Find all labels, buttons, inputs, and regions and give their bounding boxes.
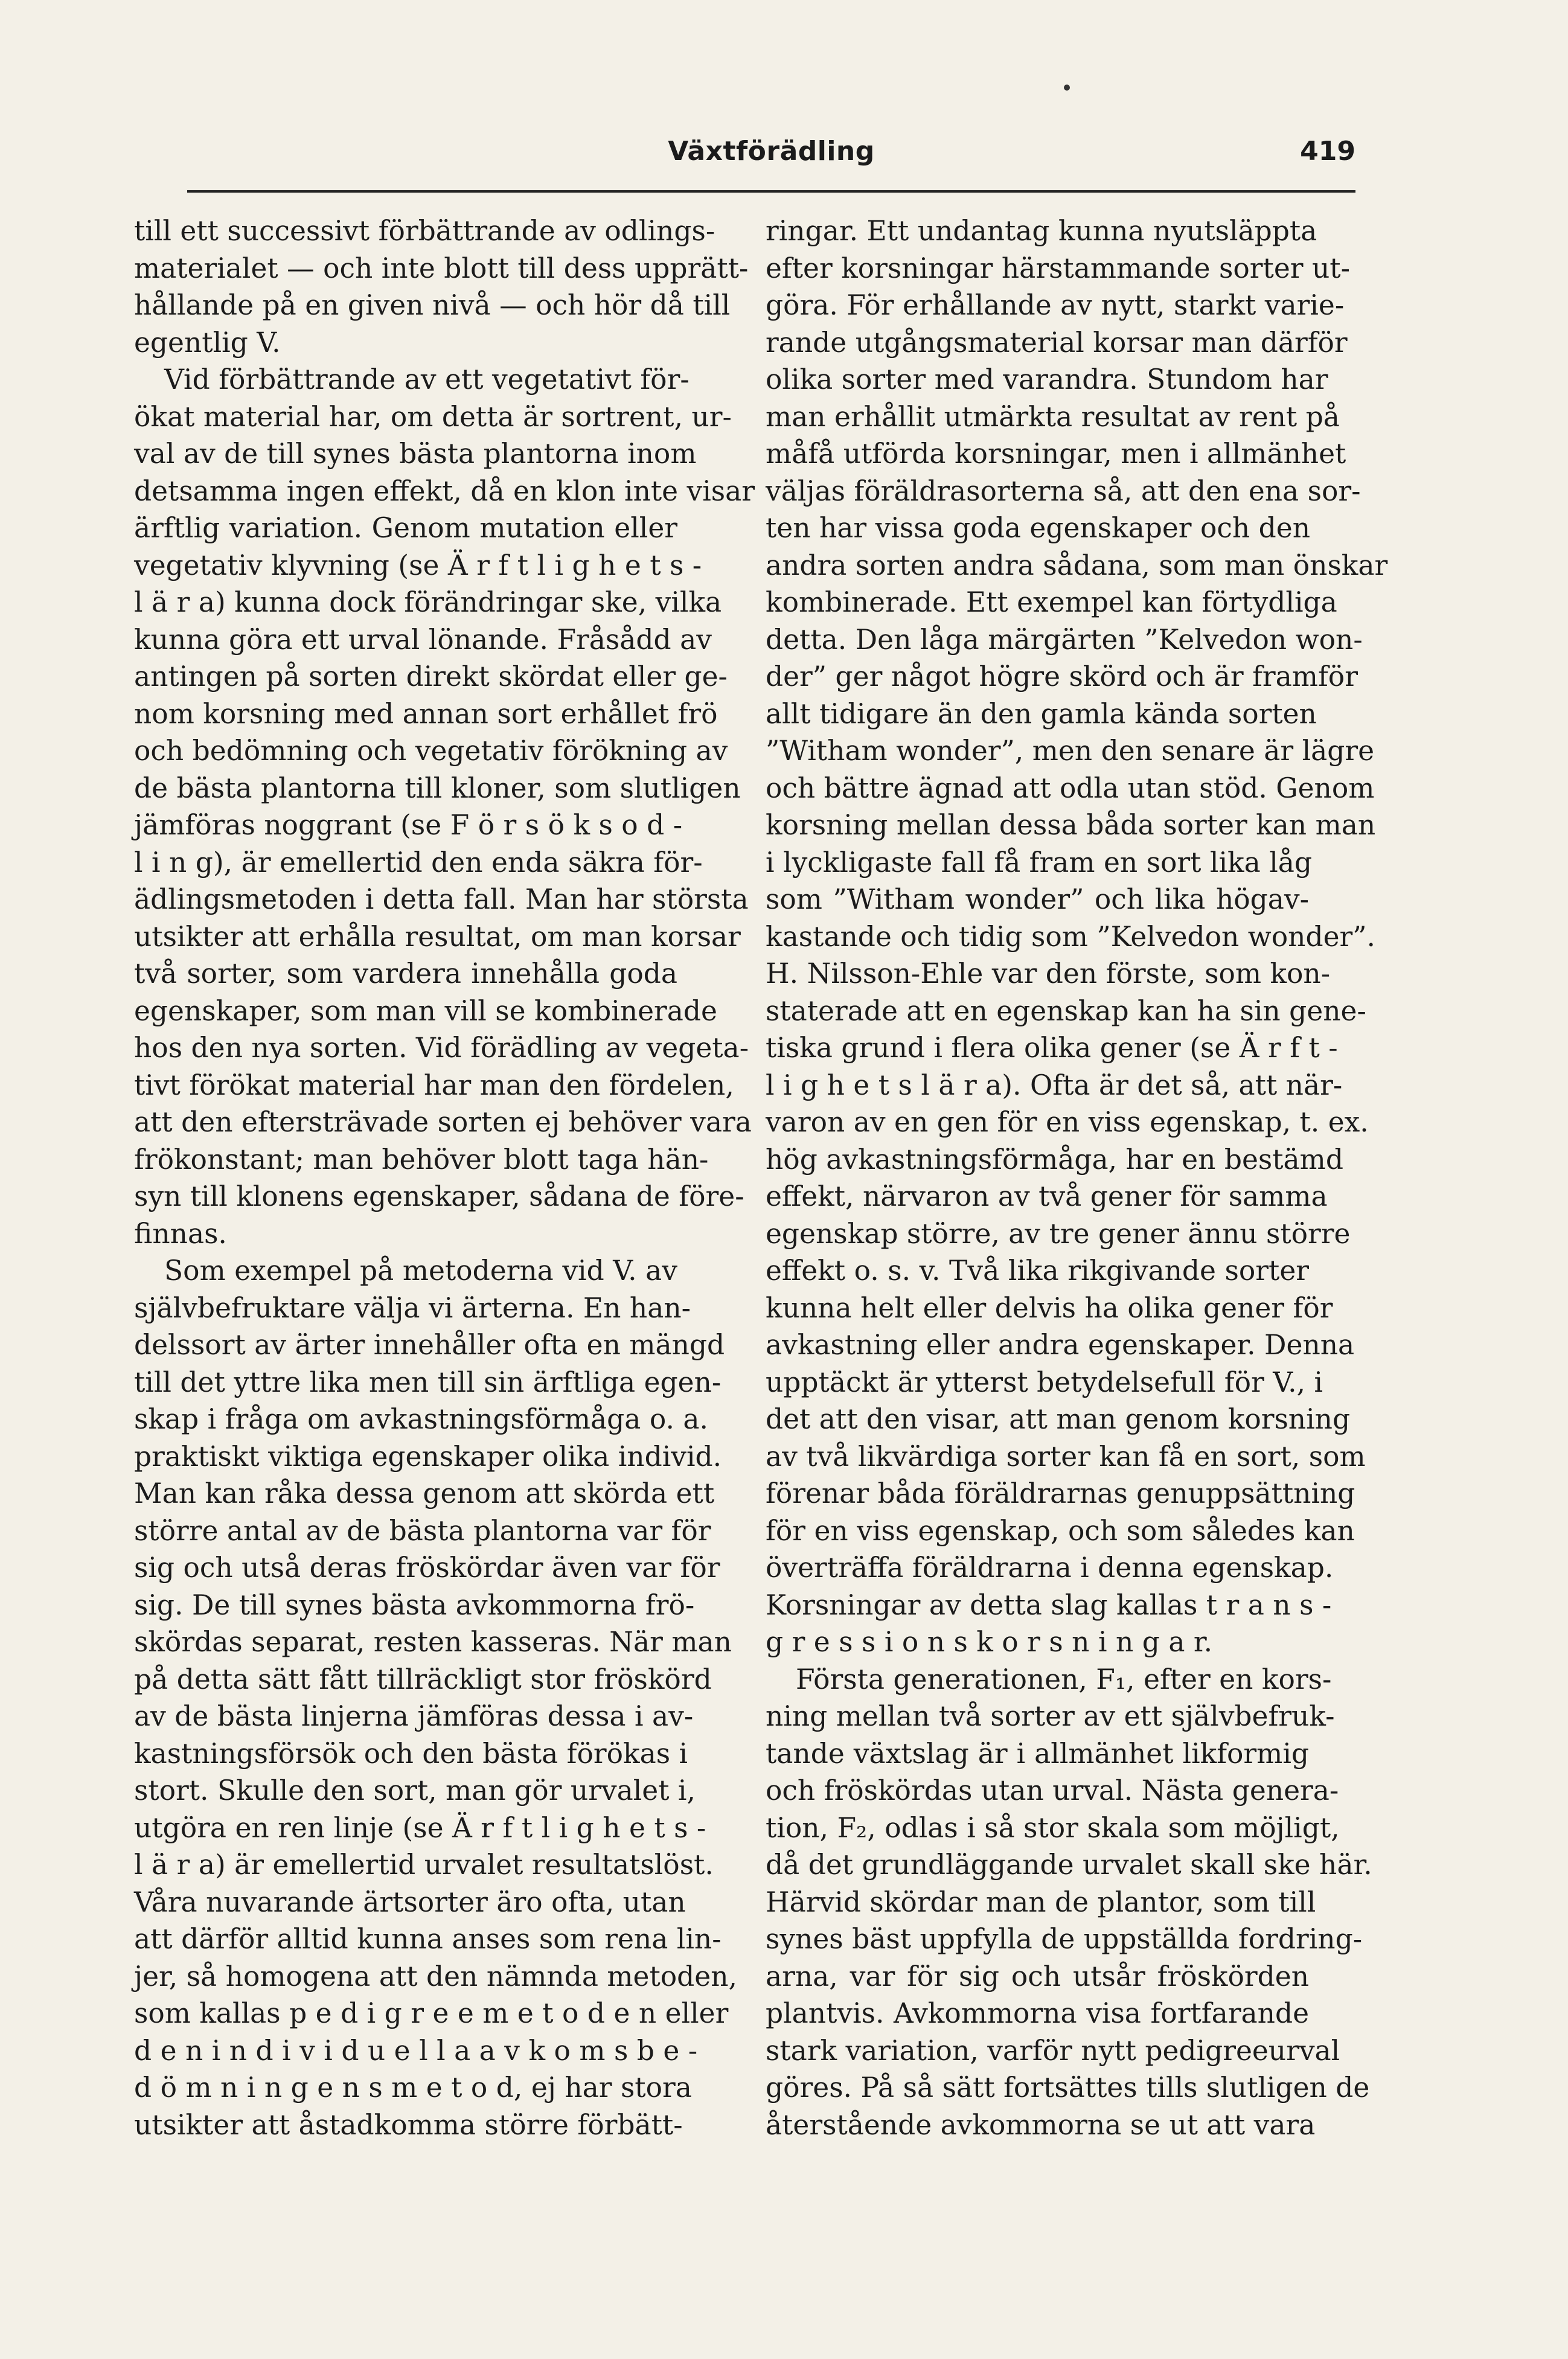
text-line: då det grundläggande urvalet skall ske här. — [766, 1849, 1372, 1881]
text-line: stort. Skulle den sort, man gör urvalet i, — [134, 1775, 696, 1807]
right-text-column — [766, 213, 1388, 2143]
text-line: tion, F₂, odlas i så stor skala som möjligt, — [766, 1811, 1340, 1844]
text-line: utsikter att erhålla resultat, om man korsar — [134, 920, 741, 953]
text-line: hög avkastningsförmåga, har en bestämd — [766, 1143, 1343, 1176]
text-line: d e n i n d i v i d u e l l a a v k o m s b e - — [134, 2034, 698, 2067]
text-line: kastande och tidig som ”Kelvedon wonder”. — [766, 920, 1375, 953]
running-title: Växtförädling — [668, 136, 875, 167]
text-line: ning mellan två sorter av ett självbefruk- — [766, 1700, 1335, 1732]
text-line: och bättre ägnad att odla utan stöd. Genom — [766, 772, 1375, 804]
text-line: det att den visar, att man genom korsning — [766, 1403, 1351, 1435]
text-line: synes bäst uppfylla de uppställda fordring- — [766, 1923, 1363, 1955]
text-line: kunna göra ett urval lönande. Fråsådd av — [134, 623, 712, 656]
page-number: 419 — [1300, 136, 1355, 167]
text-line: andra sorten andra sådana, som man önskar — [766, 549, 1388, 581]
text-line: Första generationen, F₁, efter en kors- — [796, 1663, 1332, 1695]
text-line: hållande på en given nivå — och hör då till — [134, 289, 731, 321]
text-line: Korsningar av detta slag kallas t r a n s - — [766, 1589, 1332, 1621]
text-line: Härvid skördar man de plantor, som till — [766, 1886, 1316, 1918]
text-line: H. Nilsson-Ehle var den förste, som kon- — [766, 958, 1331, 990]
text-line: staterade att en egenskap kan ha sin gene- — [766, 994, 1366, 1027]
text-line: allt tidigare än den gamla kända sorten — [766, 697, 1317, 730]
text-line: kunna helt eller delvis ha olika gener för — [766, 1292, 1333, 1324]
text-line: sig. De till synes bästa avkommorna frö- — [134, 1589, 695, 1621]
text-line: hos den nya sorten. Vid förädling av vegeta- — [134, 1032, 749, 1064]
text-line: Man kan råka dessa genom att skörda ett — [134, 1477, 715, 1509]
text-line: stark variation, varför nytt pedigreeurval — [766, 2034, 1340, 2067]
text-line: tande växtslag är i allmänhet likformig — [766, 1737, 1309, 1770]
text-line: överträffa föräldrarna i denna egenskap. — [766, 1552, 1334, 1584]
text-line: göres. På så sätt fortsättes tills slutligen de — [766, 2072, 1370, 2104]
text-line: d ö m n i n g e n s m e t o d, ej har stora — [134, 2072, 692, 2104]
text-line: egentlig V. — [134, 326, 281, 359]
text-line: l ä r a) kunna dock förändringar ske, vilka — [134, 586, 722, 618]
text-line: självbefruktare välja vi ärterna. En han- — [134, 1292, 691, 1324]
text-line: frökonstant; man behöver blott taga hän- — [134, 1143, 709, 1176]
text-line: utgöra en ren linje (se Ä r f t l i g h e t s - — [134, 1811, 706, 1844]
text-line: sig och utså deras fröskördar även var för — [134, 1552, 720, 1584]
text-line: man erhållit utmärkta resultat av rent på — [766, 400, 1340, 433]
text-line: materialet — och inte blott till dess upprätt- — [134, 252, 749, 284]
text-line: för en viss egenskap, och som således kan — [766, 1514, 1355, 1547]
text-line: vegetativ klyvning (se Ä r f t l i g h e t s - — [134, 549, 702, 581]
text-line: egenskaper, som man vill se kombinerade — [134, 994, 717, 1027]
text-line: och bedömning och vegetativ förökning av — [134, 735, 728, 767]
text-line: skördas separat, resten kasseras. När man — [134, 1626, 732, 1658]
left-text-column — [134, 213, 755, 2143]
text-line: Vid förbättrande av ett vegetativt för- — [164, 363, 690, 395]
text-line: ädlingsmetoden i detta fall. Man har största — [134, 883, 749, 915]
text-line: detta. Den låga märgärten ”Kelvedon won- — [766, 623, 1363, 656]
text-line: l i g h e t s l ä r a). Ofta är det så, att när- — [766, 1069, 1343, 1101]
text-line: varon av en gen för en viss egenskap, t. ex. — [766, 1106, 1369, 1138]
text-line: ökat material har, om detta är sortrent, ur- — [134, 400, 732, 433]
text-line: utsikter att åstadkomma större förbätt- — [134, 2108, 683, 2141]
text-line: två sorter, som vardera innehålla goda — [134, 958, 677, 990]
text-line: effekt, närvaron av två gener för samma — [766, 1180, 1328, 1212]
text-line: på detta sätt fått tillräckligt stor fröskörd — [134, 1663, 712, 1695]
text-line: att därför alltid kunna anses som rena lin- — [134, 1923, 722, 1955]
text-line: plantvis. Avkommorna visa fortfarande — [766, 1997, 1309, 2029]
text-line: tivt förökat material har man den fördelen, — [134, 1069, 734, 1101]
page-header — [187, 124, 1355, 193]
text-line: till det yttre lika men till sin ärftliga egen- — [134, 1366, 722, 1398]
text-line: ringar. Ett undantag kunna nyutsläppta — [766, 215, 1317, 247]
text-line: tiska grund i flera olika gener (se Ä r f t - — [766, 1032, 1338, 1064]
text-line: till ett successivt förbättrande av odlings- — [134, 215, 715, 247]
text-line: korsning mellan dessa båda sorter kan man — [766, 809, 1376, 841]
text-line: Som exempel på metoderna vid V. av — [164, 1255, 677, 1287]
print-speck — [1064, 85, 1070, 91]
text-line: väljas föräldrasorterna så, att den ena sor- — [766, 475, 1361, 507]
text-line: jämföras noggrant (se F ö r s ö k s o d - — [134, 809, 683, 841]
text-line: jer, så homogena att den nämnda metoden, — [134, 1960, 737, 1993]
text-line: kombinerade. Ett exempel kan förtydliga — [766, 586, 1337, 618]
text-line: kastningsförsök och den bästa förökas i — [134, 1737, 688, 1770]
text-line: avkastning eller andra egenskaper. Denna — [766, 1329, 1355, 1361]
text-line: l i n g), är emellertid den enda säkra för- — [134, 846, 703, 879]
text-line: val av de till synes bästa plantorna inom — [134, 438, 697, 470]
text-line: Våra nuvarande ärtsorter äro ofta, utan — [134, 1886, 686, 1918]
text-line: arna, var för sig och utsår fröskörden — [766, 1960, 1309, 1993]
text-line: efter korsningar härstammande sorter ut- — [766, 252, 1350, 284]
text-line: finnas. — [134, 1217, 227, 1250]
text-line: återstående avkommorna se ut att vara — [766, 2108, 1316, 2141]
text-line: de bästa plantorna till kloner, som slutligen — [134, 772, 741, 804]
text-line: praktiskt viktiga egenskaper olika individ. — [134, 1440, 722, 1473]
text-line: ”Witham wonder”, men den senare är lägre — [766, 735, 1375, 767]
text-line: ten har vissa goda egenskaper och den — [766, 512, 1311, 544]
text-line: l ä r a) är emellertid urvalet resultatslöst. — [134, 1849, 714, 1881]
text-line: ärftlig variation. Genom mutation eller — [134, 512, 677, 544]
text-line: olika sorter med varandra. Stundom har — [766, 363, 1328, 395]
text-line: skap i fråga om avkastningsförmåga o. a. — [134, 1403, 708, 1435]
text-line: antingen på sorten direkt skördat eller ge- — [134, 661, 728, 693]
text-line: att den eftersträvade sorten ej behöver vara — [134, 1106, 752, 1138]
text-line: der” ger något högre skörd och är framför — [766, 661, 1358, 693]
text-line: göra. För erhållande av nytt, starkt varie- — [766, 289, 1345, 321]
text-line: rande utgångsmaterial korsar man därför — [766, 326, 1348, 359]
text-line: måfå utförda korsningar, men i allmänhet — [766, 438, 1346, 470]
text-line: syn till klonens egenskaper, sådana de före- — [134, 1180, 744, 1212]
text-line: detsamma ingen effekt, då en klon inte visar — [134, 475, 755, 507]
text-line: egenskap större, av tre gener ännu större — [766, 1217, 1351, 1250]
text-line: större antal av de bästa plantorna var för — [134, 1514, 711, 1547]
text-line: g r e s s i o n s k o r s n i n g a r. — [766, 1626, 1213, 1658]
text-line: av de bästa linjerna jämföras dessa i av- — [134, 1700, 694, 1732]
text-line: nom korsning med annan sort erhållet frö — [134, 697, 718, 730]
text-line: förenar båda föräldrarnas genuppsättning — [766, 1477, 1355, 1509]
text-line: som kallas p e d i g r e e m e t o d e n eller — [134, 1997, 729, 2029]
text-line: av två likvärdiga sorter kan få en sort, som — [766, 1440, 1366, 1473]
text-line: delssort av ärter innehåller ofta en mängd — [134, 1329, 725, 1361]
text-line: upptäckt är ytterst betydelsefull för V., i — [766, 1366, 1323, 1398]
text-line: och fröskördas utan urval. Nästa genera- — [766, 1775, 1339, 1807]
text-line: i lyckligaste fall få fram en sort lika låg — [766, 846, 1313, 879]
text-line: effekt o. s. v. Två lika rikgivande sorter — [766, 1255, 1309, 1287]
text-line: som ”Witham wonder” och lika högav- — [766, 883, 1309, 915]
